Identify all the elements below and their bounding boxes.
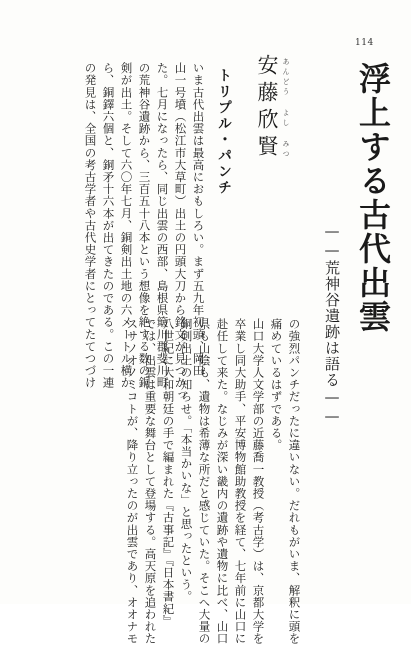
- body-column: 剣が出土。そして六〇年七月、銅剣出土地の六メートル横か: [119, 62, 134, 389]
- page-number: 114: [355, 38, 374, 48]
- body-column: 銅剣出土の知らせ。「本当かいな」と思ったという。: [179, 318, 194, 603]
- article-title: 浮上する古代出雲: [354, 62, 392, 334]
- section-heading: トリプル・パンチ: [216, 68, 232, 196]
- body-column: た。七月になったら、同じ出雲の西部、島根県簸川郡斐川町: [155, 62, 170, 389]
- author-name: 安藤欣賢: [255, 54, 279, 162]
- body-column: スサノオノミコトが、降り立ったのが出雲であり、オオナモ: [125, 318, 140, 645]
- body-column: 山口大学人文学部の近藤喬一教授（考古学）は、京都大学を: [251, 318, 266, 645]
- body-column: の強烈パンチだったに違いない。だれもがいま、解釈に頭を: [287, 318, 302, 645]
- body-column: 卒業し同大助手、平安博物館助教授を経て、七年前に山口に: [233, 318, 248, 645]
- body-column: 痛めているはずである。: [269, 318, 284, 452]
- body-column: 八世紀に大和朝廷の手で編まれた『古事記』『日本書紀』: [161, 318, 176, 627]
- body-column: ら、銅鐸六個と、銅矛十六本が出てきたのである。この一連: [101, 62, 116, 389]
- body-column: いま古代出雲は最高におもしろい。まず五九年初頭、岡田: [191, 62, 206, 377]
- body-column: の荒神谷遺跡から、三百五十八本という想像を絶する数の銅: [137, 62, 152, 389]
- body-column: 赴任して来た。なじみが深い畿内の遺跡や遺物に比べ、山口: [215, 318, 230, 645]
- body-column: 県も山陰も、遺物は希薄な所だと感じていた。そこへ大量の: [197, 318, 212, 645]
- article-subtitle: ——荒神谷遺跡は語る——: [323, 222, 341, 426]
- body-column: では、出雲は重要な舞台として登場する。高天原を追われた: [143, 318, 158, 645]
- body-column: の発見は、全国の考古学者や古代史学者にとってたてつづけ: [83, 62, 98, 389]
- body-column: 山一号墳（松江市大草町）出土の円頭大刀から銘文が見つかっ: [173, 62, 188, 401]
- author-ruby: あんどう よし みつ: [282, 58, 290, 160]
